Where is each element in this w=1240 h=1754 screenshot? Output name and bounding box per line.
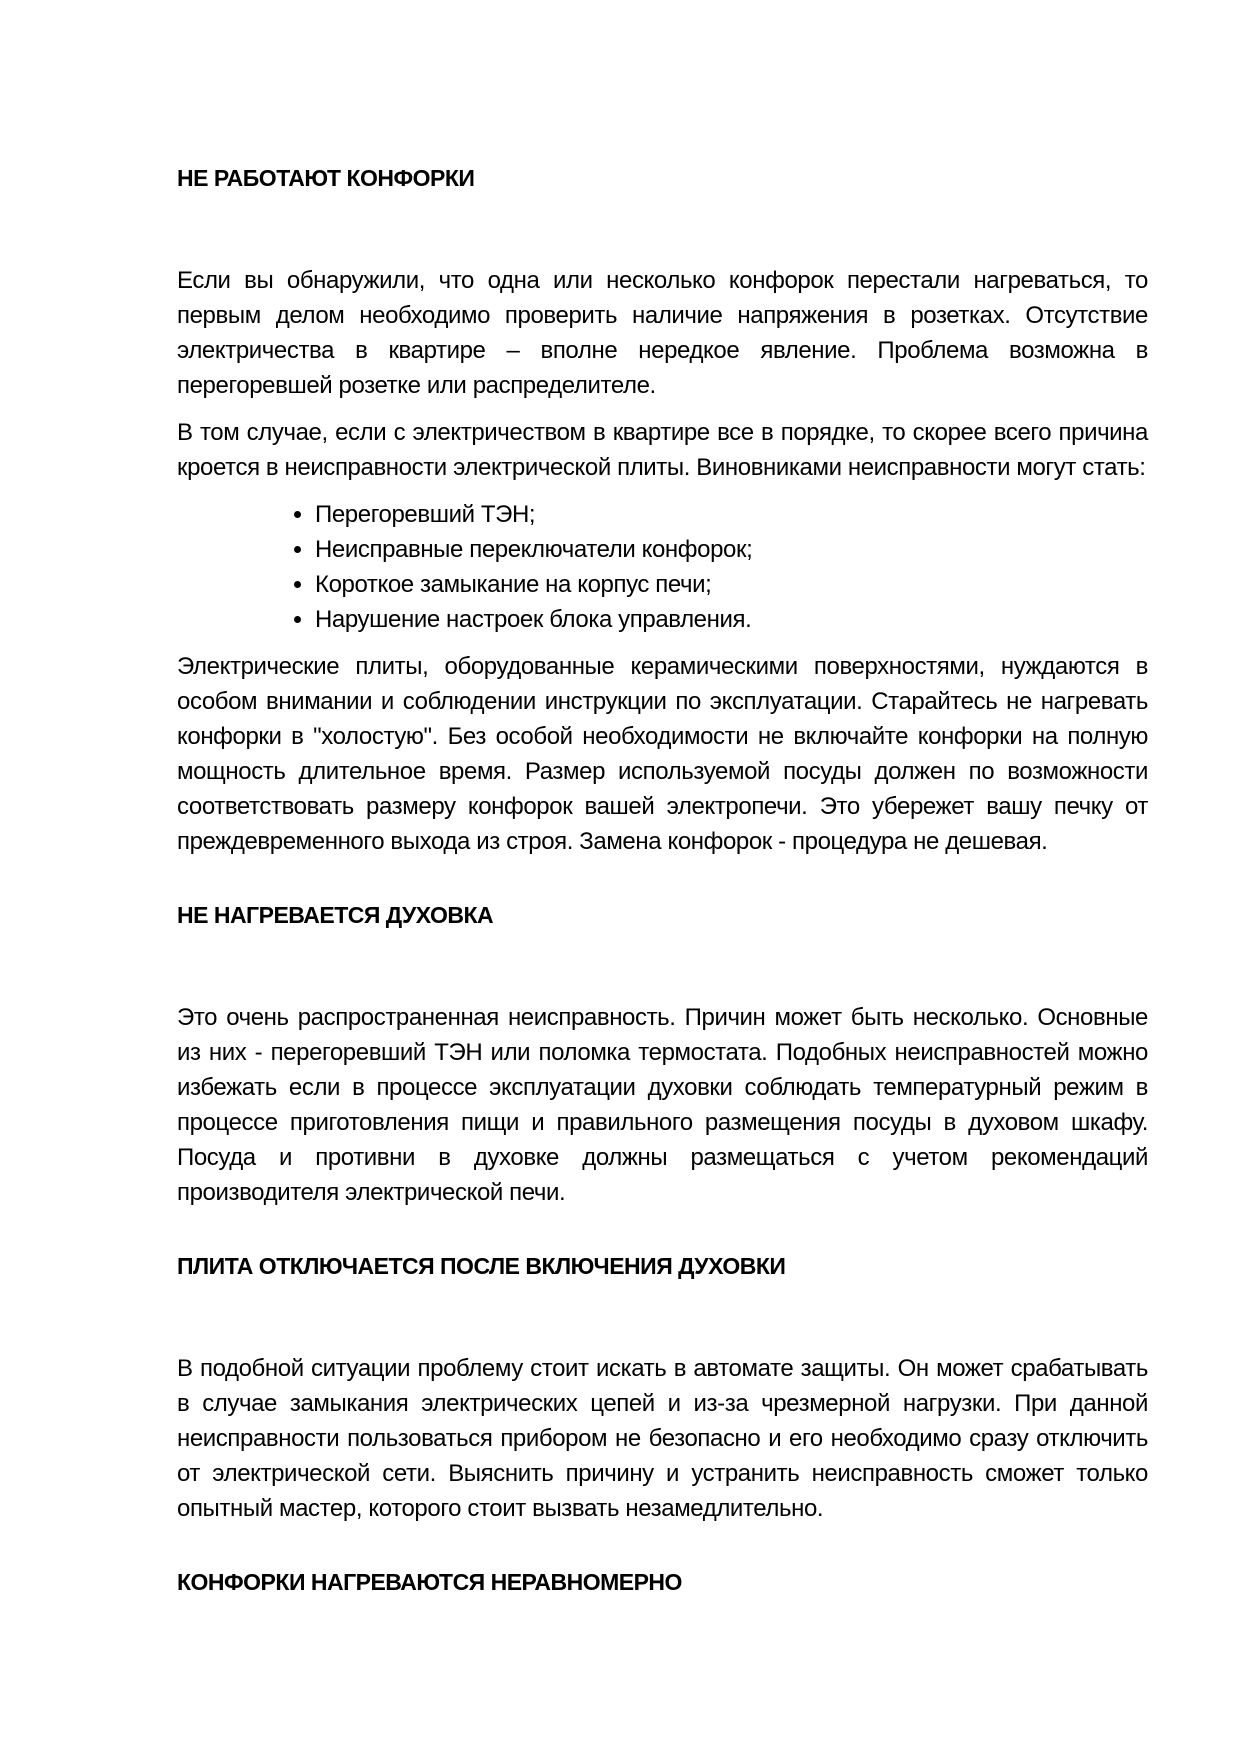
bullet-list [177, 497, 1148, 637]
section-burners-not-working [177, 161, 1148, 859]
section-burners-heat-unevenly [177, 1565, 1148, 1600]
section-heading: НЕ НАГРЕВАЕТСЯ ДУХОВКА [177, 902, 494, 928]
paragraph: Это очень распространенная неисправность. Причин может быть несколько. Основные из них - перегоревший ТЭН или поломка термостата. Подобных неисправностей можно избежать если в процессе эксплуатации духовки соблюдать температурный режим в процессе приготовления пищи и правильного размещения посуды в духовом шкафу. Посуда и противни в духовке должны размещаться с учетом рекомендаций производителя электрической печи. [177, 1004, 1148, 1206]
section-oven-not-heating [177, 898, 1148, 1210]
paragraph: В подобной ситуации проблему стоит искать в автомате защиты. Он может срабатывать в случае замыкания электрических цепей и из-за чрезмерной нагрузки. При данной неисправности пользоваться прибором не безопасно и его необходимо сразу отключить от электрической сети. Выяснить причину и устранить неисправность сможет только опытный мастер, которого стоит вызвать незамедлительно. [177, 1355, 1148, 1522]
section-heading: ПЛИТА ОТКЛЮЧАЕТСЯ ПОСЛЕ ВКЛЮЧЕНИЯ ДУХОВКИ [177, 1253, 786, 1279]
list-item: • Перегоревший ТЭН; [315, 497, 1148, 532]
list-item: • Нарушение настроек блока управления. [315, 602, 1148, 637]
section-heading: НЕ РАБОТАЮТ КОНФОРКИ [177, 165, 475, 191]
paragraph: Если вы обнаружили, что одна или несколько конфорок перестали нагреваться, то первым делом необходимо проверить наличие напряжения в розетках. Отсутствие электричества в квартире – вполне нередкое явление. Проблема возможна в перегоревшей розетке или распределителе. [177, 267, 1148, 399]
section-stove-shuts-off-after-oven-start [177, 1249, 1148, 1526]
list-item: • Неисправные переключатели конфорок; [315, 532, 1148, 567]
paragraph: Электрические плиты, оборудованные керамическими поверхностями, нуждаются в особом внимании и соблюдении инструкции по эксплуатации. Старайтесь не нагревать конфорки в "холостую". Без особой необходимости не включайте конфорки на полную мощность длительное время. Размер используемой посуды должен по возможности соответствовать размеру конфорок вашей электропечи. Это убережет вашу печку от преждевременного выхода из строя. Замена конфорок - процедура не дешевая. [177, 653, 1148, 855]
list-item: • Короткое замыкание на корпус печи; [315, 567, 1148, 602]
paragraph: В том случае, если с электричеством в квартире все в порядке, то скорее всего причина кроется в неисправности электрической плиты. Виновниками неисправности могут стать: [177, 419, 1148, 481]
section-heading: КОНФОРКИ НАГРЕВАЮТСЯ НЕРАВНОМЕРНО [177, 1569, 682, 1595]
